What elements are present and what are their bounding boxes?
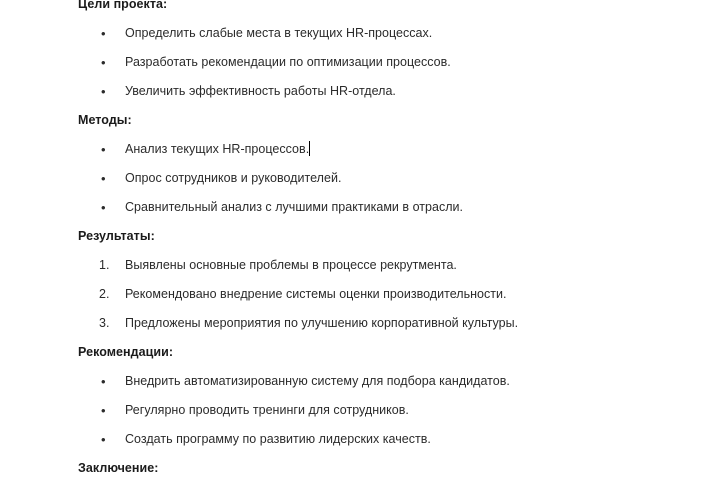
list-number-marker: 3. <box>99 316 110 330</box>
bulleted-list <box>0 19 720 106</box>
list-item[interactable] <box>0 309 720 338</box>
list-bullet-icon: • <box>101 171 106 186</box>
list-item-text: Рекомендовано внедрение системы оценки производительности. <box>125 287 507 301</box>
document-section <box>0 222 720 338</box>
list-item-text: Выявлены основные проблемы в процессе рекрутмента. <box>125 258 457 272</box>
section-heading[interactable]: Рекомендации: <box>78 345 174 359</box>
list-item[interactable] <box>0 164 720 193</box>
list-item[interactable] <box>0 396 720 425</box>
list-item[interactable] <box>0 48 720 77</box>
section-heading[interactable]: Результаты: <box>78 229 155 243</box>
bulleted-list <box>0 135 720 222</box>
list-item-text: Регулярно проводить тренинги для сотрудников. <box>125 403 409 417</box>
list-bullet-icon: • <box>101 432 106 447</box>
numbered-list <box>0 251 720 338</box>
section-heading[interactable]: Методы: <box>78 113 132 127</box>
list-item[interactable] <box>0 77 720 106</box>
document-section <box>0 454 720 480</box>
list-number-marker: 2. <box>99 287 110 301</box>
list-item-text: Сравнительный анализ с лучшими практиками в отрасли. <box>125 200 464 214</box>
list-item-text: Увеличить эффективность работы HR-отдела. <box>125 84 396 98</box>
text-cursor-caret <box>309 141 310 156</box>
list-bullet-icon: • <box>101 403 106 418</box>
list-bullet-icon: • <box>101 26 106 41</box>
list-item-text: Анализ текущих HR-процессов. <box>125 142 310 156</box>
list-item[interactable] <box>0 251 720 280</box>
list-item[interactable] <box>0 425 720 454</box>
list-item-text: Создать программу по развитию лидерских качеств. <box>125 432 431 446</box>
list-item-text: Опрос сотрудников и руководителей. <box>125 171 342 185</box>
section-heading[interactable]: Цели проекта: <box>78 0 168 11</box>
document-section <box>0 106 720 222</box>
document-section <box>0 0 720 106</box>
list-item-text: Определить слабые места в текущих HR-процессах. <box>125 26 433 40</box>
list-bullet-icon: • <box>101 374 106 389</box>
list-item[interactable] <box>0 193 720 222</box>
list-item-text: Разработать рекомендации по оптимизации процессов. <box>125 55 451 69</box>
list-bullet-icon: • <box>101 142 106 157</box>
bulleted-list <box>0 367 720 454</box>
list-bullet-icon: • <box>101 200 106 215</box>
document-section <box>0 338 720 454</box>
list-item-text: Внедрить автоматизированную систему для подбора кандидатов. <box>125 374 510 388</box>
list-item-text: Предложены мероприятия по улучшению корпоративной культуры. <box>125 316 519 330</box>
list-item[interactable] <box>0 19 720 48</box>
list-number-marker: 1. <box>99 258 110 272</box>
list-item[interactable] <box>0 280 720 309</box>
list-item[interactable] <box>0 367 720 396</box>
section-heading[interactable]: Заключение: <box>78 461 159 475</box>
list-item[interactable] <box>0 135 720 164</box>
list-bullet-icon: • <box>101 55 106 70</box>
list-bullet-icon: • <box>101 84 106 99</box>
